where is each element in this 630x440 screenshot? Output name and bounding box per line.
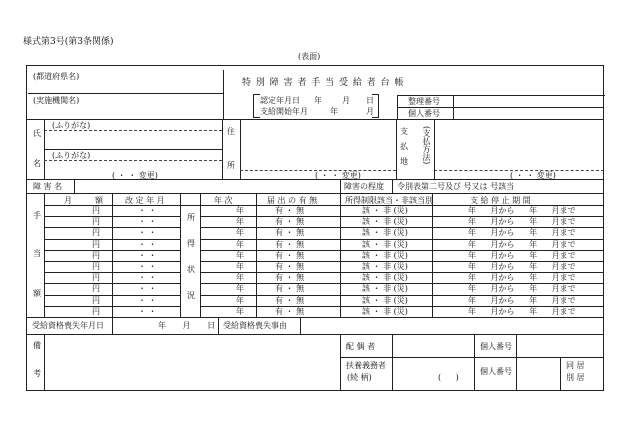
limit-status: 該 ・ 非 (災) (362, 217, 408, 227)
col-limit: 所得制限該当・非該当別 (345, 196, 433, 205)
divider (223, 70, 224, 120)
divider (44, 334, 45, 391)
dashed-line (44, 160, 222, 161)
office-label: (実施機関名) (33, 96, 80, 105)
stop-period: 年 月から 年 月まで (468, 262, 576, 271)
ref-no-label: 整理番号 (408, 97, 440, 106)
dependents-yesno: 有 ・ 無 (275, 273, 305, 283)
limit-status: 該 ・ 非 (災) (362, 295, 408, 305)
cert-date-label: 認定年月日 (260, 96, 300, 105)
revision-date: ・ ・ (138, 273, 157, 283)
stop-period: 年 月から 年 月まで (468, 295, 576, 305)
furigana-label: (ふりがな) (52, 121, 91, 130)
furigana-label: (ふりがな) (52, 151, 91, 160)
limit-status: 該 ・ 非 (災) (362, 284, 408, 294)
income-year: 年 (236, 306, 244, 316)
pay-place-label: 地 (400, 157, 408, 166)
stop-period: 年 月から 年 月まで (468, 206, 576, 215)
divider (340, 357, 604, 358)
divider (218, 317, 219, 334)
limit-status: 該 ・ 非 (災) (362, 239, 408, 249)
income-year: 年 (236, 228, 244, 238)
limit-status: 該 ・ 非 (災) (362, 262, 408, 271)
address-label: 所 (227, 161, 235, 170)
revision-date: ・ ・ (138, 228, 157, 238)
divider (453, 95, 454, 119)
stop-period: 年 月から 年 月まで (468, 273, 576, 283)
limit-status: 該 ・ 非 (災) (362, 228, 408, 238)
date-bracket (253, 94, 260, 118)
divider (256, 193, 257, 317)
dependents-yesno: 有 ・ 無 (275, 206, 305, 215)
allowance-label: 手 (33, 211, 41, 220)
revision-date: ・ ・ (138, 217, 157, 227)
change-note: ( ・ ・ 変更) (112, 171, 158, 180)
amount-yen: 円 (92, 228, 100, 238)
divider (112, 317, 113, 334)
divider (26, 179, 604, 180)
name-label: 名 (33, 159, 41, 168)
divider (392, 334, 393, 391)
income-label: 得 (187, 239, 195, 248)
limit-status: 該 ・ 非 (災) (362, 273, 408, 283)
cohabit-label: 別 居 (566, 373, 585, 382)
row-divider (44, 306, 180, 307)
income-year: 年 (236, 284, 244, 294)
dependents-yesno: 有 ・ 無 (275, 262, 305, 271)
revision-date: ・ ・ (138, 262, 157, 271)
dependents-yesno: 有 ・ 無 (275, 250, 305, 260)
income-year: 年 (236, 206, 244, 215)
pay-place-label: 支 (400, 127, 408, 136)
month-unit: 月 (366, 107, 374, 116)
dependents-yesno: 有 ・ 無 (275, 284, 305, 294)
loss-date-label: 受給資格喪失年月日 (32, 321, 104, 330)
form-number: 様式第3号(第3条関係) (23, 37, 114, 47)
divider (74, 179, 75, 193)
divider (44, 193, 45, 317)
dependent-label: 扶養義務者 (346, 361, 386, 370)
dependents-yesno: 有 ・ 無 (275, 239, 305, 249)
limit-status: 該 ・ 非 (災) (362, 250, 408, 260)
day-unit: 日 (366, 96, 374, 105)
dependents-yesno: 有 ・ 無 (275, 306, 305, 316)
loss-date-value: 年 月 日 (158, 321, 216, 330)
dashed-line (44, 130, 222, 131)
personal-no-label: 個人番号 (408, 109, 440, 118)
amount-yen: 円 (92, 262, 100, 271)
income-year: 年 (236, 250, 244, 260)
name-label: 氏 (33, 129, 41, 138)
divider (340, 193, 341, 317)
stop-period: 年 月から 年 月まで (468, 250, 576, 260)
col-revision: 改 定 年 月 (125, 196, 165, 205)
year-unit: 年 (314, 96, 322, 105)
amount-yen: 円 (92, 239, 100, 249)
income-year: 年 (236, 273, 244, 283)
amount-yen: 円 (92, 295, 100, 305)
dependents-yesno: 有 ・ 無 (275, 217, 305, 227)
divider (474, 334, 475, 391)
amount-yen: 円 (92, 306, 100, 316)
personal-no-label: 個人番号 (480, 367, 512, 376)
amount-yen: 円 (92, 284, 100, 294)
divider (26, 119, 604, 120)
pay-start-label: 支給開始年月 (260, 107, 308, 116)
divider (222, 119, 223, 179)
pay-method-label: (支払方法) (422, 126, 431, 165)
revision-date: ・ ・ (138, 239, 157, 249)
divider (28, 93, 223, 94)
stop-period: 年 月から 年 月まで (468, 239, 576, 249)
row-divider (44, 261, 180, 262)
dependent-label: (続 柄) (347, 373, 372, 382)
prefecture-label: (都道府県名) (33, 72, 80, 81)
allowance-label: 当 (33, 249, 41, 258)
loss-reason-label: 受給資格喪失事由 (223, 321, 287, 330)
stop-period: 年 月から 年 月まで (468, 228, 576, 238)
divider (397, 107, 604, 108)
side-label: (表面) (298, 52, 321, 61)
row-divider (44, 227, 180, 228)
personal-no-label: 個人番号 (480, 342, 512, 351)
divider (44, 149, 222, 150)
amount-yen: 円 (92, 250, 100, 260)
divider (560, 357, 561, 391)
col-month: 月 (64, 196, 72, 205)
revision-date: ・ ・ (138, 295, 157, 305)
dependents-yesno: 有 ・ 無 (275, 295, 305, 305)
dependents-yesno: 有 ・ 無 (275, 228, 305, 238)
form-title: 特 別 障 害 者 手 当 受 給 者 台 帳 (242, 78, 405, 88)
income-label: 所 (187, 213, 195, 222)
disability-degree-label: 障害の程度 (344, 182, 384, 191)
disability-name-label: 障 害 名 (33, 182, 63, 191)
row-divider (44, 239, 180, 240)
divider (392, 179, 393, 193)
amount-yen: 円 (92, 273, 100, 283)
amount-yen: 円 (92, 206, 100, 215)
stop-period: 年 月から 年 月まで (468, 284, 576, 294)
col-dependents: 届 出 の 有 無 (267, 196, 318, 205)
revision-date: ・ ・ (138, 250, 157, 260)
income-label: 状 (187, 265, 195, 274)
relation-blank: ( ) (438, 373, 459, 382)
divider (340, 179, 341, 193)
income-year: 年 (236, 239, 244, 249)
row-divider (44, 216, 180, 217)
col-amount: 額 (95, 196, 103, 205)
disability-degree-value: 令別表第二号及び 号又は 号該当 (397, 182, 515, 191)
divider (396, 119, 397, 179)
col-stop-period: 支 給 停 止 期 間 (470, 196, 531, 205)
stop-period: 年 月から 年 月まで (468, 217, 576, 227)
divider (26, 334, 604, 335)
income-year: 年 (236, 295, 244, 305)
stop-period: 年 月から 年 月まで (468, 306, 576, 316)
row-divider (44, 250, 180, 251)
month-unit: 月 (342, 96, 350, 105)
change-note: ( ・ ・ 変更) (315, 171, 361, 180)
row-divider (44, 272, 180, 273)
income-year: 年 (236, 262, 244, 271)
income-year: 年 (236, 217, 244, 227)
change-note: ( ・ ・ 変更) (510, 171, 556, 180)
revision-date: ・ ・ (138, 206, 157, 215)
divider (516, 334, 517, 391)
limit-status: 該 ・ 非 (災) (362, 206, 408, 215)
revision-date: ・ ・ (138, 284, 157, 294)
amount-yen: 円 (92, 217, 100, 227)
divider (180, 193, 181, 317)
cohabit-label: 同 居 (566, 361, 585, 370)
address-label: 住 (227, 127, 235, 136)
row-divider (44, 295, 180, 296)
income-label: 況 (187, 291, 195, 300)
remarks-label: 考 (33, 369, 41, 378)
row-divider (44, 283, 180, 284)
revision-date: ・ ・ (138, 306, 157, 316)
divider (300, 317, 301, 334)
remarks-label: 備 (33, 341, 41, 350)
divider (200, 193, 201, 317)
divider (340, 334, 341, 391)
allowance-label: 額 (33, 289, 41, 298)
spouse-label: 配 偶 者 (346, 342, 376, 351)
year-unit: 年 (330, 107, 338, 116)
pay-place-label: 払 (400, 142, 408, 151)
limit-status: 該 ・ 非 (災) (362, 306, 408, 316)
col-year: 年 次 (214, 196, 233, 205)
divider (112, 193, 113, 317)
divider (432, 193, 433, 317)
